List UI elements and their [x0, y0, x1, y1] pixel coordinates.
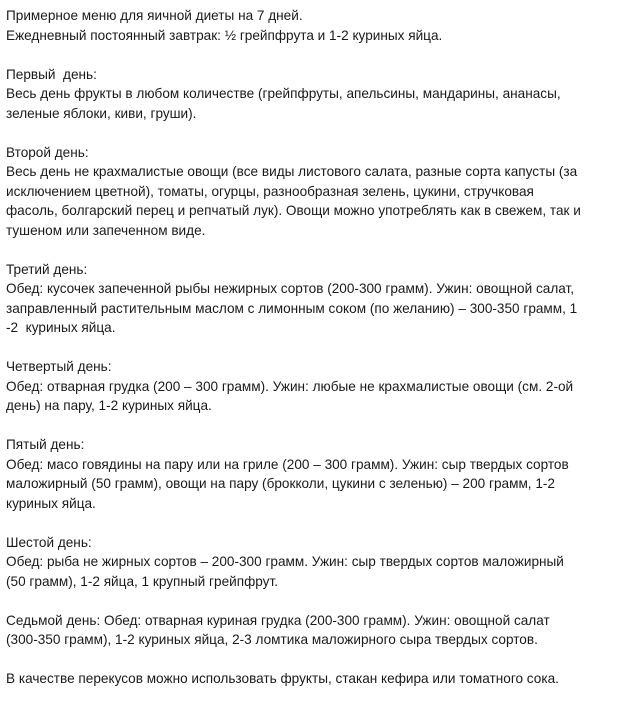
day-text-line: день) на пару, 1-2 куриных яйца.: [6, 398, 212, 413]
day-text-line: заправленный растительным маслом с лимонным соком (по желанию) – 300-350 грамм, 1: [6, 300, 578, 316]
day-text-line: Обед: масо говядины на пару или на гриле (200 – 300 грамм). Ужин: сыр твердых сортов: [6, 456, 569, 472]
day-7-section: [6, 611, 622, 650]
snacks-line: В качестве перекусов можно использовать фрукты, стакан кефира или томатного сока.: [6, 671, 559, 686]
blank-line: [6, 416, 622, 436]
day-heading: Шестой день:: [6, 534, 92, 550]
breakfast-line: Ежедневный постоянный завтрак: ½ грейпфрута и 1-2 куриных яйца.: [6, 27, 443, 43]
day-text-line: (50 грамм), 1-2 яйца, 1 крупный грейпфрут.: [6, 573, 278, 589]
day-1-section: [6, 65, 622, 124]
day-text-line: Седьмой день: Обед: отварная куриная грудка (200-300 грамм). Ужин: овощной салат: [6, 612, 550, 628]
day-4-section: [6, 357, 622, 416]
day-text-line: фасоль, болгарский перец и репчатый лук). Овощи можно употреблять как в свежем, так и: [6, 203, 581, 218]
day-text-line: Обед: рыба не жирных сортов – 200-300 грамм. Ужин: сыр твердых сортов маложирный: [6, 554, 564, 569]
blank-line: [6, 240, 622, 260]
day-6-section: [6, 533, 622, 592]
blank-line: [6, 591, 622, 611]
blank-line: [6, 650, 622, 670]
day-text-line: Весь день фрукты в любом количестве (грейпфруты, апельсины, мандарины, ананасы,: [6, 86, 561, 101]
blank-line: [6, 513, 622, 533]
day-3-section: [6, 260, 622, 338]
day-text-line: куриных яйца.: [6, 495, 96, 511]
blank-line: [6, 123, 622, 143]
blank-line: [6, 338, 622, 358]
day-text-line: исключением цветной), томаты, огурцы, разнообразная зелень, цукини, стручковая: [6, 183, 534, 199]
day-heading: Второй день:: [6, 144, 89, 160]
day-text-line: тушеном или запеченном виде.: [6, 222, 206, 238]
day-text-line: маложирный (50 грамм), овощи на пару (брокколи, цукини с зеленью) – 200 грамм, 1-2: [6, 476, 555, 491]
day-text-line: зеленые яблоки, киви, груши).: [6, 105, 197, 121]
day-text-line: (300-350 грамм), 1-2 куриных яйца, 2-3 ломтика маложирного сыра твердых сортов.: [6, 632, 538, 647]
day-text-line: Весь день не крахмалистые овощи (все виды листового салата, разные сорта капусты (за: [6, 164, 578, 179]
document-body: [6, 6, 622, 689]
day-text-line: Обед: кусочек запеченной рыбы нежирных сортов (200-300 грамм). Ужин: овощной салат,: [6, 281, 575, 296]
day-heading: Третий день:: [6, 261, 88, 277]
document-title: Примерное меню для яичной диеты на 7 дней.: [6, 8, 303, 23]
day-5-section: [6, 435, 622, 513]
blank-line: [6, 45, 622, 65]
day-2-section: [6, 143, 622, 241]
day-heading: Первый день:: [6, 66, 97, 82]
day-text-line: Обед: отварная грудка (200 – 300 грамм). Ужин: любые не крахмалистые овощи (см. 2-ой: [6, 378, 574, 394]
day-heading: Четвертый день:: [6, 359, 112, 374]
day-text-line: -2 куриных яйца.: [6, 320, 116, 335]
day-heading: Пятый день:: [6, 437, 85, 452]
